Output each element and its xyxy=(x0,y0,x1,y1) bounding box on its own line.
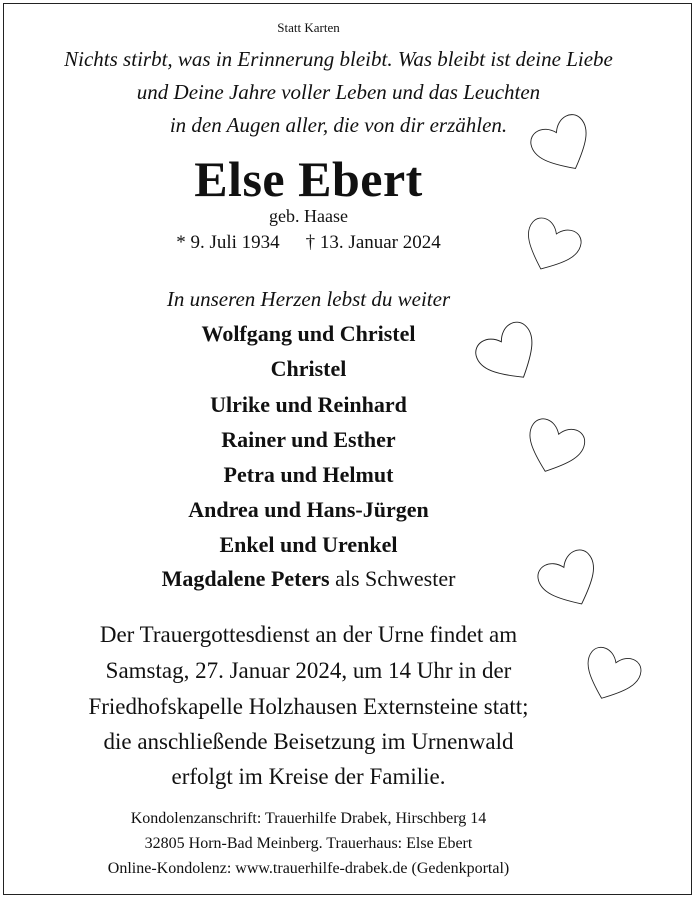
sister-name: Magdalene Peters xyxy=(161,566,330,591)
mourner-name: Wolfgang und Christel xyxy=(201,321,416,346)
birth-name: geb. Haase xyxy=(269,206,348,226)
sister-suffix: als Schwester xyxy=(329,566,456,591)
condolence-address-line-2: 32805 Horn-Bad Meinberg. Trauerhaus: Else Ebert xyxy=(144,835,473,852)
online-condolence-line: Online-Kondolenz: www.trauerhilfe-drabek.de (Gedenkportal) xyxy=(107,860,510,877)
mourner-name: Petra und Helmut xyxy=(223,462,394,487)
death-date: † 13. Januar 2024 xyxy=(305,232,441,253)
mourner-name: Andrea und Hans-Jürgen xyxy=(188,497,429,522)
heart-outline-icon xyxy=(520,413,588,481)
service-line-3: Friedhofskapelle Holzhausen Externsteine statt; xyxy=(88,694,529,719)
service-line-5: erfolgt im Kreise der Familie. xyxy=(171,764,446,789)
statt-karten-label: Statt Karten xyxy=(277,20,340,35)
heart-outline-icon xyxy=(535,545,605,615)
quote-line-3: in den Augen aller, die von dir erzählen. xyxy=(169,113,508,137)
condolence-address-line-1: Kondolenzanschrift: Trauerhilfe Drabek, Hirschberg 14 xyxy=(130,810,487,827)
heart-outline-icon xyxy=(470,318,548,390)
mourner-name: Christel xyxy=(270,356,347,381)
mourner-name: Rainer und Esther xyxy=(221,427,396,452)
mourner-name: Enkel und Urenkel xyxy=(219,532,398,557)
deceased-name: Else Ebert xyxy=(194,151,423,207)
mourners-intro: In unseren Herzen lebst du weiter xyxy=(166,287,451,311)
heart-outline-icon xyxy=(528,110,598,180)
quote-line-1: Nichts stirbt, was in Erinnerung bleibt. Was bleibt ist deine Liebe xyxy=(64,47,613,71)
service-line-1: Der Trauergottesdienst an der Urne findet am xyxy=(99,622,518,647)
service-line-4: die anschließende Beisetzung im Urnenwald xyxy=(103,729,514,754)
quote-line-2: und Deine Jahre voller Leben und das Leuchten xyxy=(136,80,541,104)
service-line-2: Samstag, 27. Januar 2024, um 14 Uhr in der xyxy=(105,658,512,683)
heart-outline-icon xyxy=(518,213,584,279)
mourner-name: Ulrike und Reinhard xyxy=(210,392,407,417)
heart-outline-icon xyxy=(578,640,644,710)
birth-date: * 9. Juli 1934 xyxy=(176,232,280,253)
